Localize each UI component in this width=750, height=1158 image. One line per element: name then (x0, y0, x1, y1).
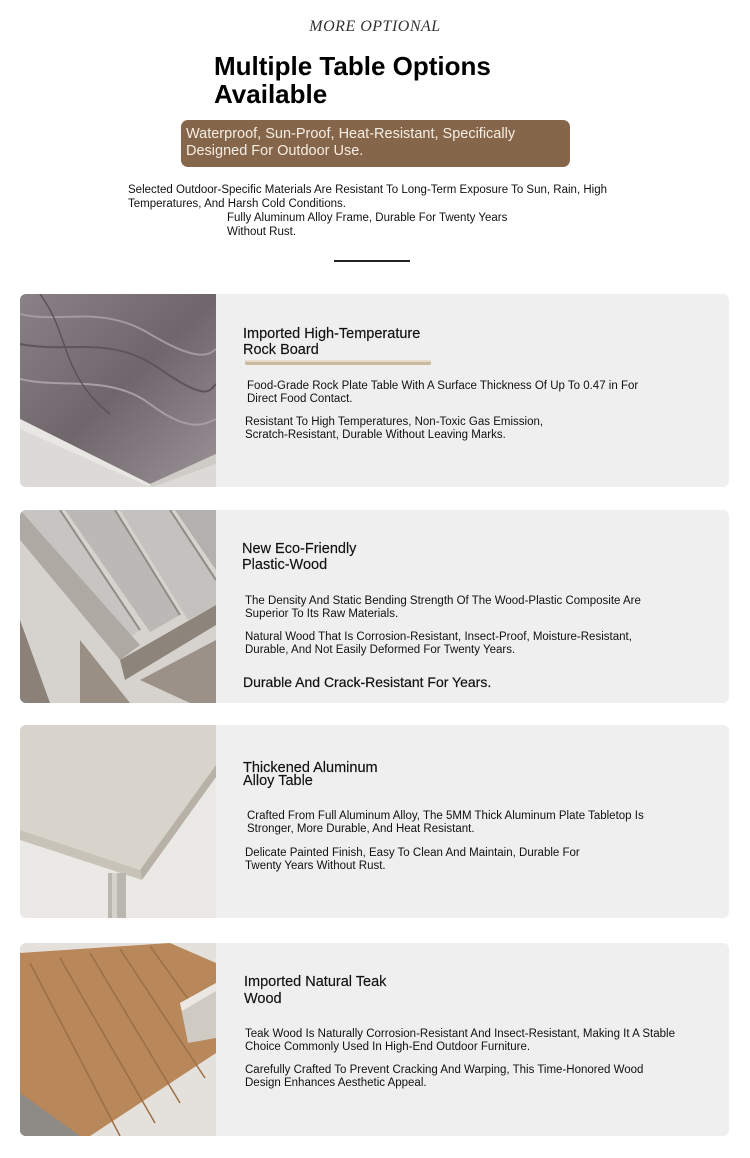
option-text-1: The Density And Static Bending Strength Of The Wood-Plastic Composite Are Superior To Its Raw Materials. (245, 595, 641, 620)
option-title-line2: Plastic-Wood (242, 557, 328, 573)
option-text-2: Delicate Painted Finish, Easy To Clean And Maintain, Durable For Twenty Years Without Rust. (245, 847, 580, 872)
rock-board-edge-icon (245, 359, 431, 366)
option-title-line2: Alloy Table (243, 773, 313, 789)
intro-paragraph-materials: Selected Outdoor-Specific Materials Are Resistant To Long-Term Exposure To Sun, Rain, High Temperatures, And Harsh Cold Conditions. (128, 184, 607, 210)
option-text-1: Teak Wood Is Naturally Corrosion-Resistant And Insect-Resistant, Making It A Stable Choice Commonly Used In High-End Outdoor Furniture. (245, 1028, 675, 1053)
option-card-teak-wood (20, 943, 729, 1136)
intro-paragraph-frame: Fully Aluminum Alloy Frame, Durable For Twenty Years Without Rust. (227, 212, 508, 238)
option-card-rock-board (20, 294, 729, 487)
option-card-plastic-wood (20, 510, 729, 703)
teak-wood-photo (20, 943, 216, 1136)
option-title-line1: Imported High-Temperature (243, 326, 421, 342)
page-title: Multiple Table Options Available (214, 51, 491, 109)
option-text-2: Resistant To High Temperatures, Non-Toxic Gas Emission, Scratch-Resistant, Durable Without Leaving Marks. (245, 416, 544, 441)
feature-banner: Waterproof, Sun-Proof, Heat-Resistant, Specifically Designed For Outdoor Use. (181, 120, 570, 167)
option-card-aluminum-table (20, 725, 729, 918)
option-text-1: Food-Grade Rock Plate Table With A Surface Thickness Of Up To 0.47 in For Direct Food Contact. (247, 380, 639, 405)
option-title-line2: Rock Board (243, 342, 319, 358)
option-title-line1: New Eco-Friendly (242, 541, 357, 557)
option-highlight: Durable And Crack-Resistant For Years. (243, 674, 492, 690)
rock-board-photo (20, 294, 216, 487)
option-text-2: Carefully Crafted To Prevent Cracking And Warping, This Time-Honored Wood Design Enhances Aesthetic Appeal. (245, 1064, 644, 1089)
section-divider (334, 260, 410, 262)
option-title-line1: Thickened Aluminum (243, 760, 378, 776)
option-title-line2: Wood (244, 991, 282, 1007)
plastic-wood-photo (20, 510, 216, 703)
aluminum-table-photo (20, 725, 216, 918)
option-text-2: Natural Wood That Is Corrosion-Resistant, Insect-Proof, Moisture-Resistant, Durable, And Not Easily Deformed For Twenty Years. (245, 631, 632, 656)
option-title-line1: Imported Natural Teak (244, 974, 387, 990)
section-kicker: MORE OPTIONAL (309, 18, 441, 35)
option-text-1: Crafted From Full Aluminum Alloy, The 5MM Thick Aluminum Plate Tabletop Is Stronger, More Durable, And Heat Resistant. (247, 810, 644, 835)
